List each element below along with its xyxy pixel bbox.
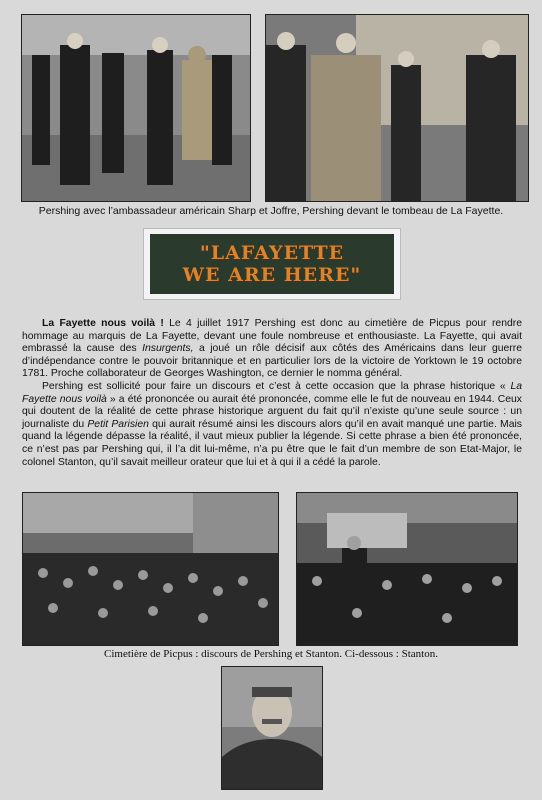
paragraph-1: La Fayette nous voilà ! Le 4 juillet 1917 Pershing est donc au cimetière de Picpus pour rendre hommage au marquis de La Fayette, devant une foule nombreuse et enthousiaste. La Fayette, qui avait embrassé la cause des Insurgents, a joué un rôle décisif aux côtés des Américains dans leur guerre d’indépendance contre le pouvoir britannique et en particulier lors de la victoire de Yorktown le 19 octobre 1781. Proche collaborateur de Georges Washington, ce dernier le nomma général. [22, 318, 522, 380]
photo-stanton-portrait [221, 666, 323, 790]
banner-line-1: "LAFAYETTE [199, 242, 345, 264]
paragraph-2: Pershing est sollicité pour faire un discours et c’est à cette occasion que la phrase historique « La Fayette nous voilà » a été prononcée ou aurait été prononcée, comme elle le fut de nouveau en 1944. Ceux qui doutent de la réalité de cette phrase historique arguent du fait qu’il n’existe qu’une seule source : un journaliste du Petit Parisien qui aurait résumé ainsi les discours alors qu’il en avait manqué une partie. Mais quand la légende dépasse la réalité, il vaut mieux publier la légende. Si cette phrase a bien été prononcée, ce n’est pas par Pershing qui, il l’a dit lui-même, n’a pu être que le fait d’un membre de son Etat-Major, le colonel Stanton, qu’il savait meilleur orateur que lui et à qui il a cédé la parole. [22, 380, 523, 468]
photo-picpus-crowd [22, 492, 279, 646]
photo-stanton-speech [296, 492, 518, 646]
banner-line-2: WE ARE HERE" [182, 264, 362, 286]
paragraph-lead: La Fayette nous voilà ! [42, 318, 164, 329]
photo-pershing-tomb [265, 14, 529, 202]
photo-pershing-sharp-joffre [21, 14, 251, 202]
article-body [22, 318, 522, 469]
lafayette-banner [150, 234, 394, 294]
caption-middle: Cimetière de Picpus : discours de Pershing et Stanton. Ci-dessous : Stanton. [104, 648, 438, 660]
banner-frame [143, 228, 401, 300]
caption-top: Pershing avec l’ambassadeur américain Sharp et Joffre, Pershing devant le tombeau de La Fayette. [38, 205, 504, 217]
